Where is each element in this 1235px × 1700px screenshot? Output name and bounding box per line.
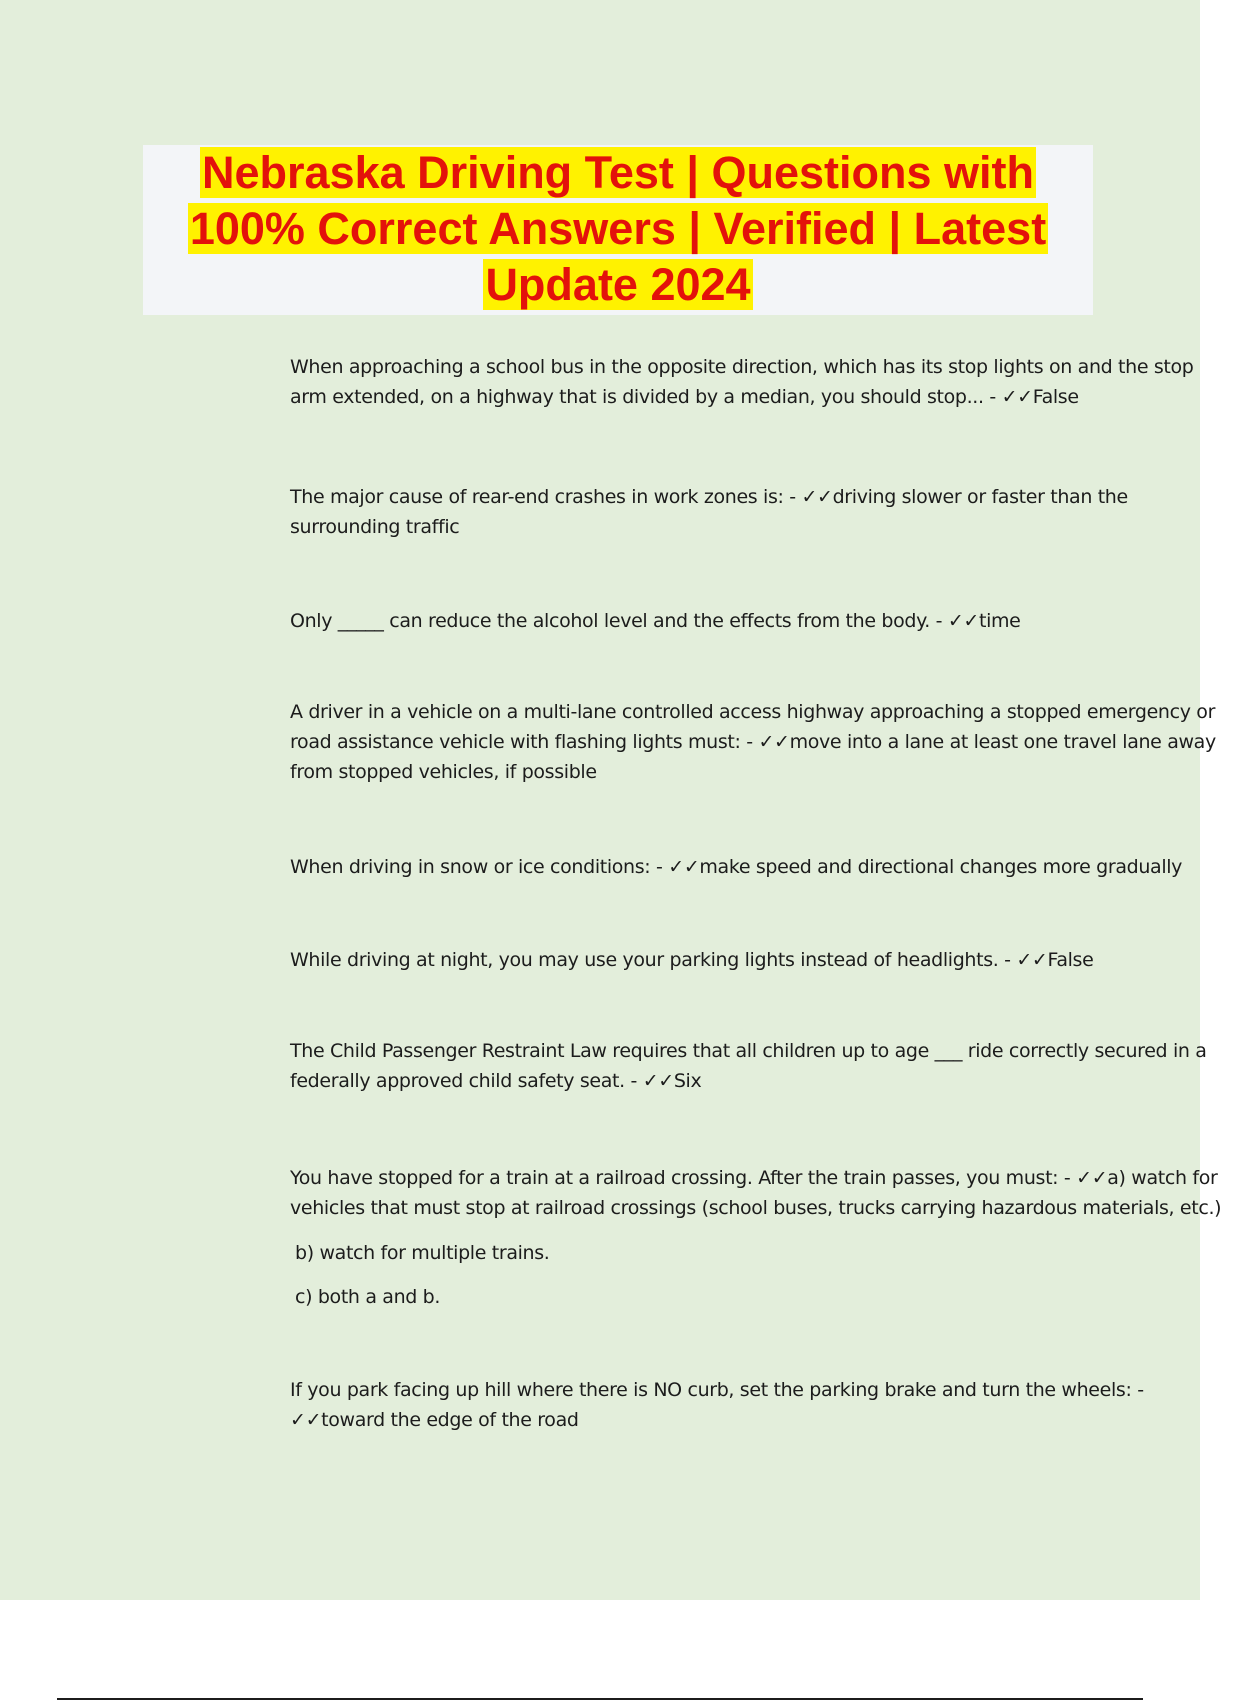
qa-item — [290, 482, 1235, 542]
separator: - — [1058, 1167, 1077, 1189]
qa-item — [290, 697, 1235, 787]
separator: - — [998, 949, 1017, 971]
check-icon: ✓✓ — [290, 1409, 322, 1431]
separator: - — [650, 856, 669, 878]
qa-item — [290, 945, 1235, 975]
separator: - — [783, 486, 802, 508]
question-text: While driving at night, you may use your parking lights instead of headlights. — [290, 949, 999, 971]
check-icon: ✓✓ — [947, 610, 979, 632]
title-line: Update 2024 — [485, 259, 751, 310]
document-title — [143, 145, 1093, 315]
qa-item — [290, 1375, 1235, 1435]
question-text: Only _____ can reduce the alcohol level and the effects from the body. — [290, 610, 930, 632]
check-icon: ✓✓ — [642, 1070, 674, 1092]
check-icon: ✓✓ — [1016, 949, 1048, 971]
question-text: A driver in a vehicle on a multi-lane controlled access highway approaching a stopped emergency or road assistance vehicle with flashing lights must: — [290, 701, 1216, 753]
question-text: The Child Passenger Restraint Law requires that all children up to age ___ ride correctly secured in a federally approved child safety seat. — [290, 1040, 1207, 1092]
answer-text: driving slower or faster than the surrounding traffic — [290, 486, 1128, 538]
answer-text: make speed and directional changes more gradually — [699, 856, 1183, 878]
separator: - — [929, 610, 948, 632]
separator: - — [740, 731, 759, 753]
check-icon: ✓✓ — [758, 731, 790, 753]
separator: - — [983, 386, 1002, 408]
title-line: Nebraska Driving Test | Questions with — [202, 147, 1034, 198]
check-icon: ✓✓ — [801, 486, 833, 508]
question-text: The major cause of rear-end crashes in work zones is: — [290, 486, 784, 508]
answer-option: c) both a and b. — [295, 1286, 441, 1308]
answer-option: b) watch for multiple trains. — [295, 1242, 550, 1264]
separator: - — [624, 1070, 643, 1092]
answer-text: False — [1032, 386, 1079, 408]
qa-item — [290, 606, 1235, 636]
question-text: When driving in snow or ice conditions: — [290, 856, 651, 878]
answer-text: move into a lane at least one travel lane away from stopped vehicles, if possible — [290, 731, 1216, 783]
title-line: 100% Correct Answers | Verified | Latest — [189, 203, 1047, 254]
qa-item — [290, 1036, 1235, 1096]
question-text: If you park facing up hill where there is NO curb, set the parking brake and turn the wheels: — [290, 1379, 1132, 1401]
check-icon: ✓✓ — [1076, 1167, 1108, 1189]
qa-item — [290, 1163, 1235, 1223]
answer-text: a) watch for vehicles that must stop at railroad crossings (school buses, trucks carrying hazardous materials, etc.) — [290, 1167, 1222, 1219]
check-icon: ✓✓ — [668, 856, 700, 878]
answer-text: toward the edge of the road — [321, 1409, 579, 1431]
answer-text: time — [978, 610, 1021, 632]
qa-item — [290, 352, 1235, 412]
check-icon: ✓✓ — [1001, 386, 1033, 408]
answer-text: False — [1047, 949, 1094, 971]
answer-text: Six — [673, 1070, 702, 1092]
qa-item — [290, 852, 1235, 882]
question-text: When approaching a school bus in the opposite direction, which has its stop lights on and the stop arm extended, on a highway that is divided by a median, you should stop... — [290, 356, 1194, 408]
separator: - — [1131, 1379, 1144, 1401]
question-text: You have stopped for a train at a railroad crossing. After the train passes, you must: — [290, 1167, 1059, 1189]
